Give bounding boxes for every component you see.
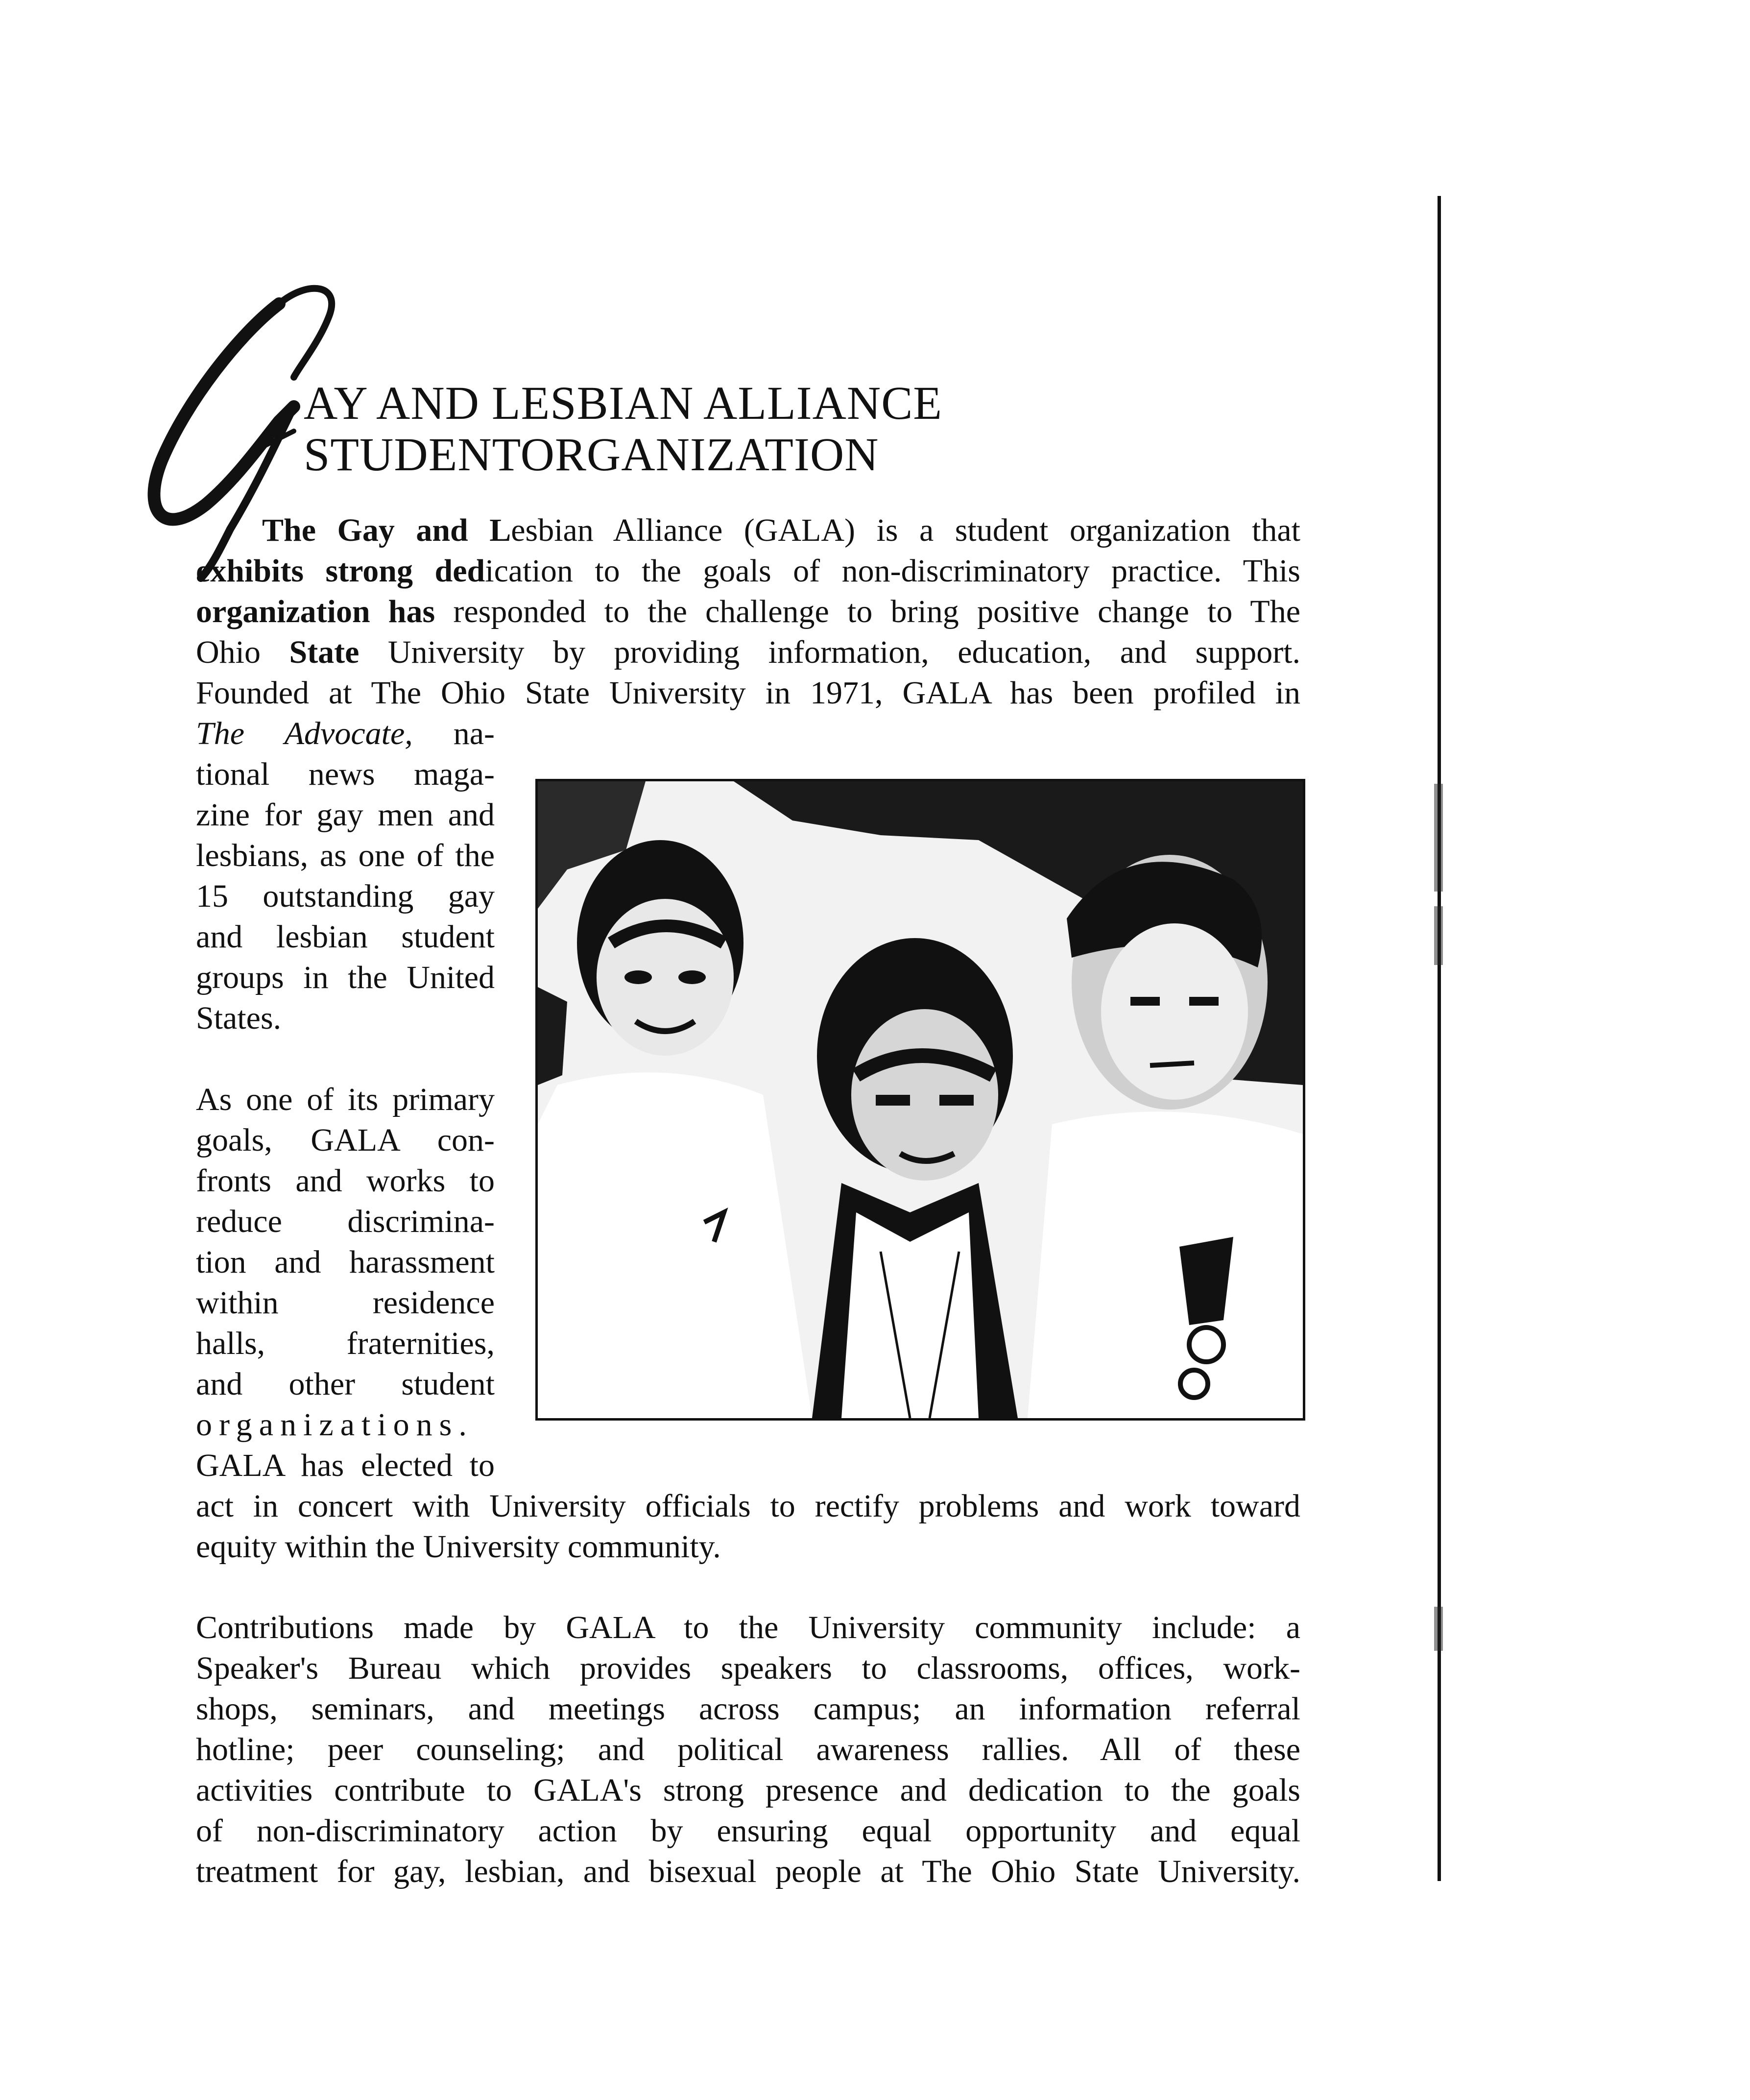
contributions-line: Speaker's Bureau which provides speakers to classrooms, offices, work- xyxy=(196,1650,1300,1686)
goals-line: goals, GALA con- xyxy=(196,1122,495,1158)
intro-line: groups in the United xyxy=(196,960,495,995)
contributions-line: of non-discriminatory action by ensuring equal opportunity and equal xyxy=(196,1813,1300,1849)
intro-line: exhibits strong dedication to the goals of non-discriminatory practice. This xyxy=(196,553,1300,589)
goals-line: fronts and works to xyxy=(196,1163,495,1199)
goals-line: halls, fraternities, xyxy=(196,1326,495,1361)
goals-line: GALA has elected to xyxy=(196,1448,495,1483)
group-photo xyxy=(535,779,1305,1421)
edge-speck xyxy=(1434,1607,1443,1651)
intro-line: The Gay and Lesbian Alliance (GALA) is a student organization that xyxy=(262,512,1300,548)
contributions-line: hotline; peer counseling; and political awareness rallies. All of these xyxy=(196,1732,1300,1767)
edge-speck xyxy=(1434,784,1443,892)
goals-line: within residence xyxy=(196,1285,495,1321)
goals-line: act in concert with University officials to rectify problems and work toward xyxy=(196,1488,1300,1524)
intro-line: tional news maga- xyxy=(196,756,495,792)
group-photo-icon xyxy=(538,781,1303,1418)
page-title-line-1: AY AND LESBIAN ALLIANCE xyxy=(304,377,942,429)
contributions-line: Contributions made by GALA to the University community include: a xyxy=(196,1610,1300,1645)
goals-line: equity within the University community. xyxy=(196,1529,721,1565)
intro-line: Ohio State University by providing information, education, and support. xyxy=(196,634,1301,670)
intro-line: The Advocate, na- xyxy=(196,716,495,751)
intro-line: Founded at The Ohio State University in 1971, GALA has been profiled in xyxy=(196,675,1300,711)
page-title-line-2: STUDENTORGANIZATION xyxy=(304,428,879,481)
intro-line: States. xyxy=(196,1000,282,1036)
intro-line: zine for gay men and xyxy=(196,797,495,833)
intro-line: organization has responded to the challenge to bring positive change to The xyxy=(196,594,1300,629)
intro-line: and lesbian student xyxy=(196,919,495,955)
goals-line: reduce discrimina- xyxy=(196,1204,495,1239)
goals-line: tion and harassment xyxy=(196,1244,495,1280)
contributions-line: treatment for gay, lesbian, and bisexual people at The Ohio State University. xyxy=(196,1854,1300,1889)
contributions-line: shops, seminars, and meetings across campus; an information referral xyxy=(196,1691,1300,1727)
goals-line: and other student xyxy=(196,1366,495,1402)
goals-line: As one of its primary xyxy=(196,1082,495,1117)
intro-line: 15 outstanding gay xyxy=(196,878,495,914)
contributions-line: activities contribute to GALA's strong presence and dedication to the goals xyxy=(196,1772,1300,1808)
edge-speck xyxy=(1434,906,1443,965)
goals-line: organizations. xyxy=(196,1407,474,1443)
intro-line: lesbians, as one of the xyxy=(196,838,495,873)
